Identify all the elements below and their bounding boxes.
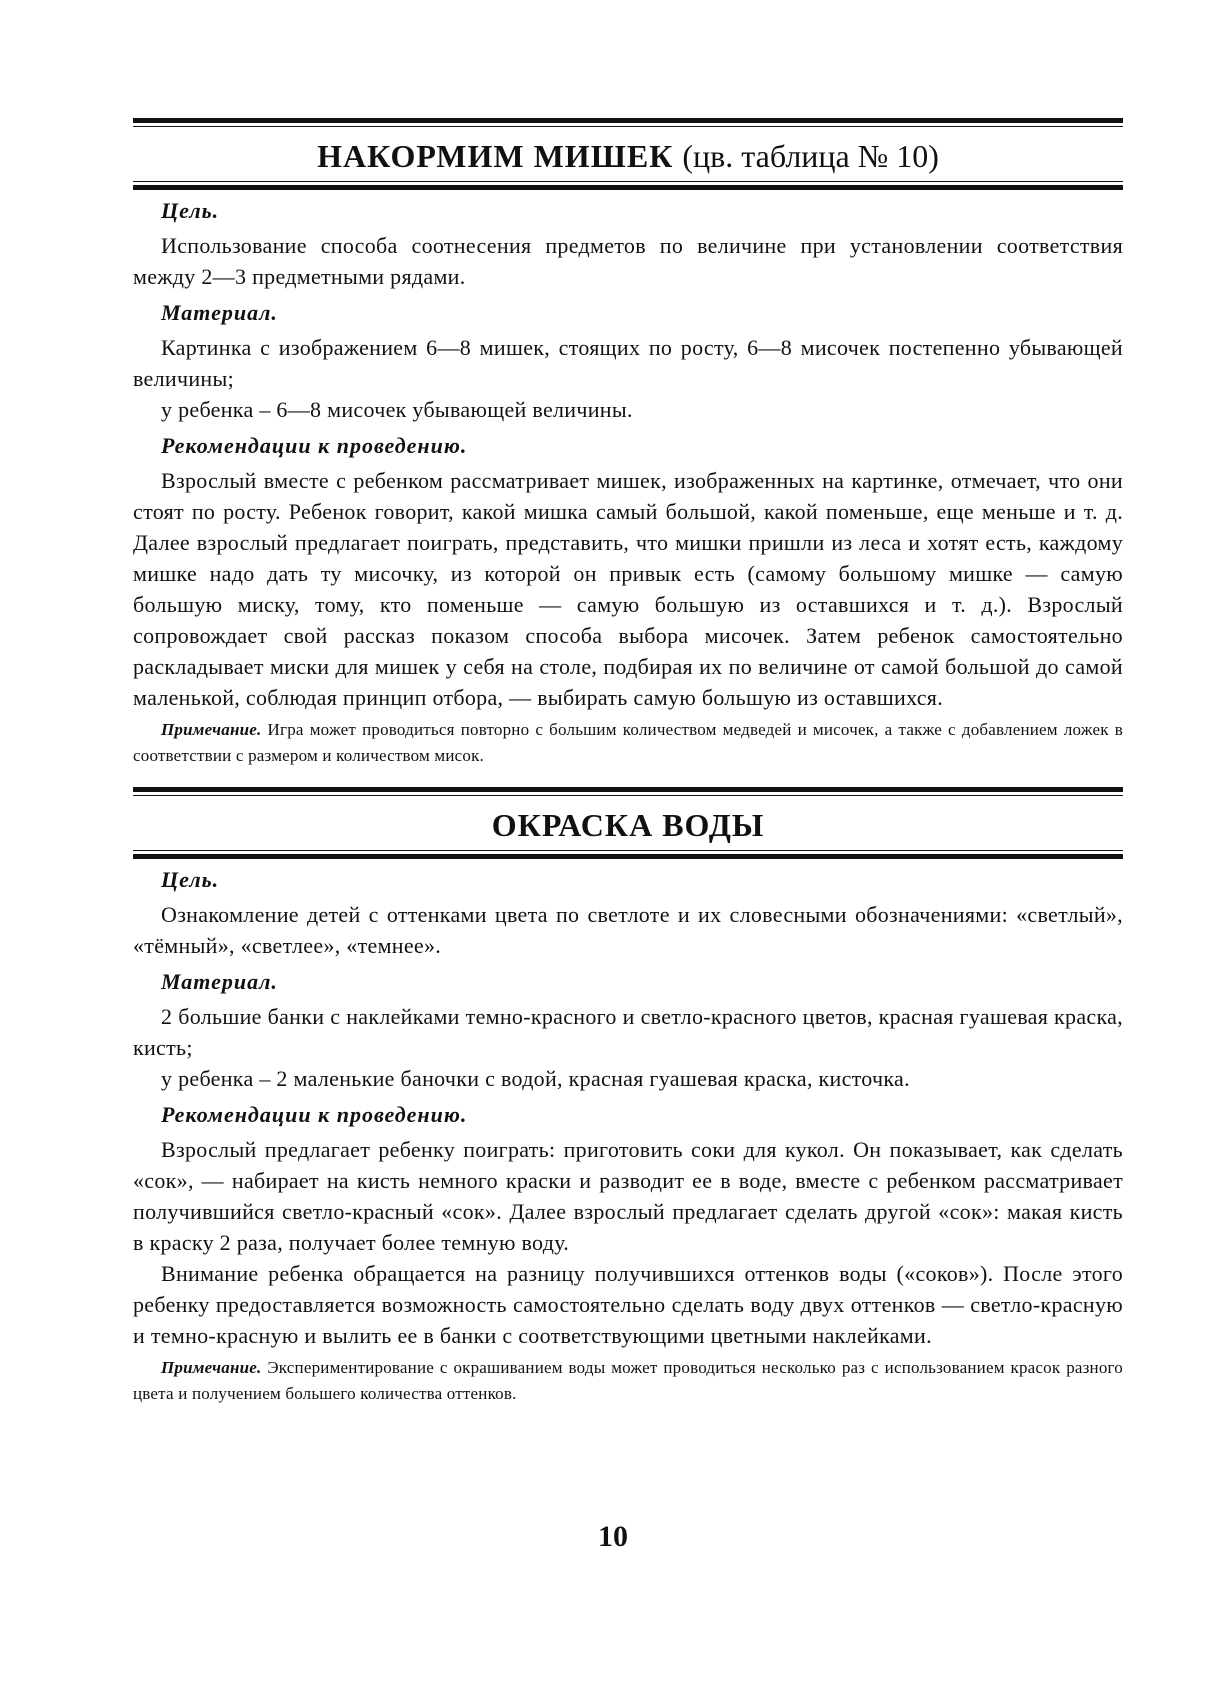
note-label: Примечание.: [161, 1358, 262, 1377]
material-child-text: у ребенка – 2 маленькие баночки с водой, красная гуашевая краска, кисточка.: [161, 1066, 910, 1091]
note-text: Игра может проводиться повторно с большим количеством медведей и мисочек, а также с добавлением ложек в соответствии с размером и количеством мисок.: [133, 720, 1124, 765]
material-text: Картинка с изображением 6—8 мишек, стоящих по росту, 6—8 мисочек постепенно убывающей величины;: [133, 335, 1123, 391]
material-label: Материал.: [161, 969, 278, 994]
section-water-coloring: [133, 787, 1123, 1407]
note-label: Примечание.: [161, 720, 262, 739]
material-label: Материал.: [161, 300, 278, 325]
goal-text: Использование способа соотнесения предметов по величине при установлении соответствия между 2—3 предметными рядами.: [133, 233, 1123, 289]
recommend-paragraph: Внимание ребенка обращается на разницу получившихся оттенков воды («соков»). После этого ребенку предоставляется возможность самостоятельно сделать воду двух оттенков — светло-красную и темно-красную и вылить ее в банки с соответствующими цветными наклейками.: [133, 1261, 1123, 1348]
goal-text: Ознакомление детей с оттенками цвета по светлоте и их словесными обозначениями: «светлый», «тёмный», «светлее», «темнее».: [133, 902, 1123, 958]
page-content: [133, 118, 1123, 1425]
material-text: 2 большие банки с наклейками темно-красного и светло-красного цветов, красная гуашевая краска, кисть;: [133, 1004, 1123, 1060]
section-title-rule: [133, 850, 1123, 859]
note: [133, 717, 1123, 769]
section-title-sub: (цв. таблица № 10): [682, 138, 939, 174]
section-title-rule: [133, 181, 1123, 190]
note: [133, 1355, 1123, 1407]
section-title: [133, 137, 1123, 175]
page-number: 10: [598, 1520, 628, 1553]
section-title: [133, 806, 1123, 844]
note-text: Экспериментирование с окрашиванием воды может проводиться несколько раз с использованием красок разного цвета и получением большего количества оттенков.: [133, 1358, 1123, 1403]
section-top-rule: [133, 787, 1123, 796]
recommend-paragraph: Взрослый предлагает ребенку поиграть: приготовить соки для кукол. Он показывает, как сделать «сок», — набирает на кисть немного краски и разводит ее в воде, вместе с ребенком рассматривает получившийся светло-красный «сок». Далее взрослый предлагает сделать другой «сок»: макая кисть в краску 2 раза, получает более темную воду.: [133, 1137, 1123, 1255]
section-title-main: НАКОРМИМ МИШЕК: [317, 138, 674, 174]
recommend-paragraph: Взрослый вместе с ребенком рассматривает мишек, изображенных на картинке, отмечает, что они стоят по росту. Ребенок говорит, какой мишка самый большой, какой поменьше, еще меньше и т. д. Далее взрослый предлагает поиграть, представить, что мишки пришли из леса и хотят есть, каждому мишке надо дать ту мисочку, из которой он привык есть (самому большому мишке — самую большую миску, тому, кто поменьше — самую большую из оставшихся и т. д.). Взрослый сопровождает свой рассказ показом способа выбора мисочек. Затем ребенок самостоятельно раскладывает миски для мишек у себя на столе, подбирая их по величине от самой большой до самой маленькой, соблюдая принцип отбора, — выбирать самую большую из оставшихся.: [133, 468, 1123, 710]
recommend-label: Рекомендации к проведению.: [161, 1102, 468, 1127]
section-feed-bears: [133, 118, 1123, 769]
recommend-label: Рекомендации к проведению.: [161, 433, 468, 458]
goal-label: Цель.: [161, 867, 220, 892]
section-top-rule: [133, 118, 1123, 127]
section-title-main: ОКРАСКА ВОДЫ: [491, 807, 765, 843]
goal-label: Цель.: [161, 198, 220, 223]
material-child-text: у ребенка – 6—8 мисочек убывающей величины.: [161, 397, 633, 422]
